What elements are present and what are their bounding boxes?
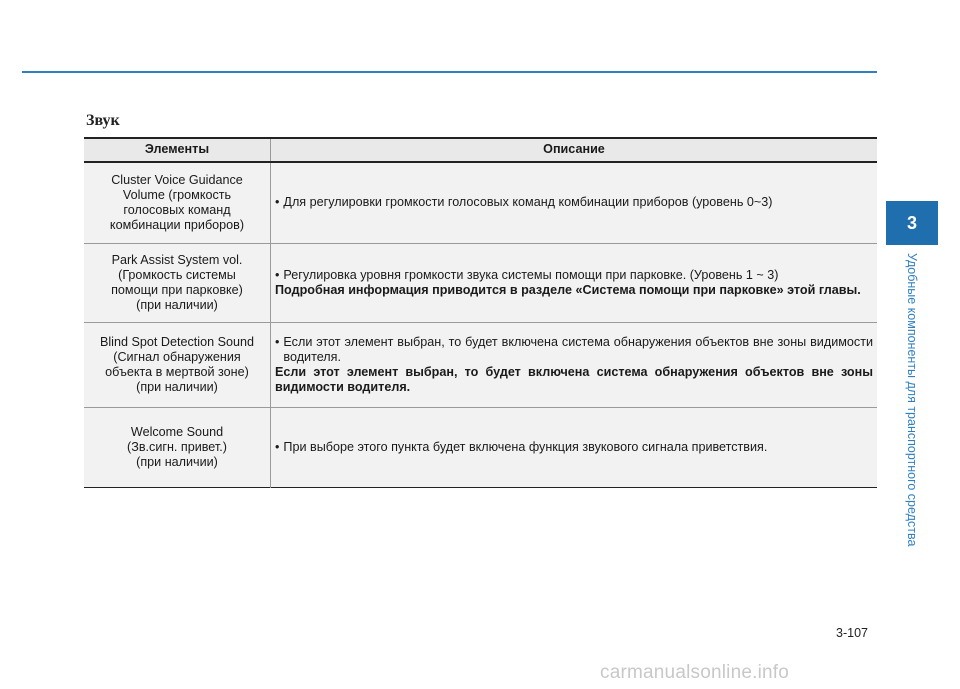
chapter-tab: 3: [886, 201, 938, 245]
description-cell: [271, 323, 878, 408]
bullet-text: Если этот элемент выбран, то будет включена система обнаружения объектов вне зоны видимости водителя.: [283, 334, 873, 364]
description-cell: [271, 162, 878, 244]
element-line: комбинации приборов): [109, 218, 245, 233]
element-line: Welcome Sound: [130, 424, 224, 439]
watermark: carmanualsonline.info: [600, 662, 790, 683]
element-line: (Зв.сигн. привет.): [127, 439, 227, 454]
section-title: Звук: [86, 112, 120, 129]
table-header-row: [84, 138, 877, 162]
element-cell: [84, 162, 271, 244]
element-cell: [84, 408, 271, 488]
table-row: [84, 323, 877, 408]
settings-table: [84, 137, 877, 488]
description-bullet: [275, 268, 873, 283]
description-cell: [271, 244, 878, 323]
description-cell: [271, 408, 878, 488]
element-line: объекта в мертвой зоне): [105, 365, 249, 379]
bullet-text: При выборе этого пункта будет включена функция звукового сигнала приветствия.: [283, 439, 768, 454]
element-line: (при наличии): [136, 380, 218, 395]
table-row: [84, 408, 877, 488]
bullet-text: Регулировка уровня громкости звука системы помощи при парковке. (Уровень 1 ~ 3): [283, 267, 779, 282]
column-header-element: Элементы: [84, 138, 271, 162]
description-bullet: [275, 440, 873, 455]
bullet-glyph: •: [275, 195, 280, 210]
element-line: (Громкость системы: [118, 267, 236, 282]
chapter-title-vertical: [892, 253, 932, 578]
element-line: Blind Spot Detection Sound: [99, 334, 255, 349]
bullet-glyph: •: [275, 267, 280, 282]
element-line: (при наличии): [136, 455, 218, 470]
table-row: [84, 162, 877, 244]
element-line: помощи при парковке): [111, 283, 243, 297]
element-cell: [84, 244, 271, 323]
description-bullet: [275, 195, 873, 210]
bullet-glyph: •: [275, 334, 280, 349]
description-note: Подробная информация приводится в разделе «Система помощи при парковке» этой главы.: [275, 283, 861, 297]
description-note: Если этот элемент выбран, то будет включена система обнаружения объектов вне зоны видимости водителя.: [275, 365, 873, 395]
column-header-description: Описание: [271, 138, 878, 162]
element-line: Cluster Voice Guidance: [111, 172, 243, 187]
bullet-text: Для регулировки громкости голосовых команд комбинации приборов (уровень 0~3): [283, 195, 773, 210]
element-line: (Сигнал обнаружения: [113, 349, 241, 364]
top-rule: [22, 71, 877, 73]
table-row: [84, 244, 877, 323]
element-line: (при наличии): [136, 298, 218, 313]
element-cell: [84, 323, 271, 408]
element-line: Park Assist System vol.: [111, 252, 243, 267]
element-line: Volume (громкость: [122, 187, 232, 202]
page-number: 3-107: [836, 626, 868, 640]
element-line: голосовых команд: [123, 203, 231, 217]
bullet-glyph: •: [275, 439, 280, 454]
description-bullet: [275, 335, 873, 365]
chapter-title-text: Удобные компоненты для транспортного средства: [905, 253, 919, 547]
